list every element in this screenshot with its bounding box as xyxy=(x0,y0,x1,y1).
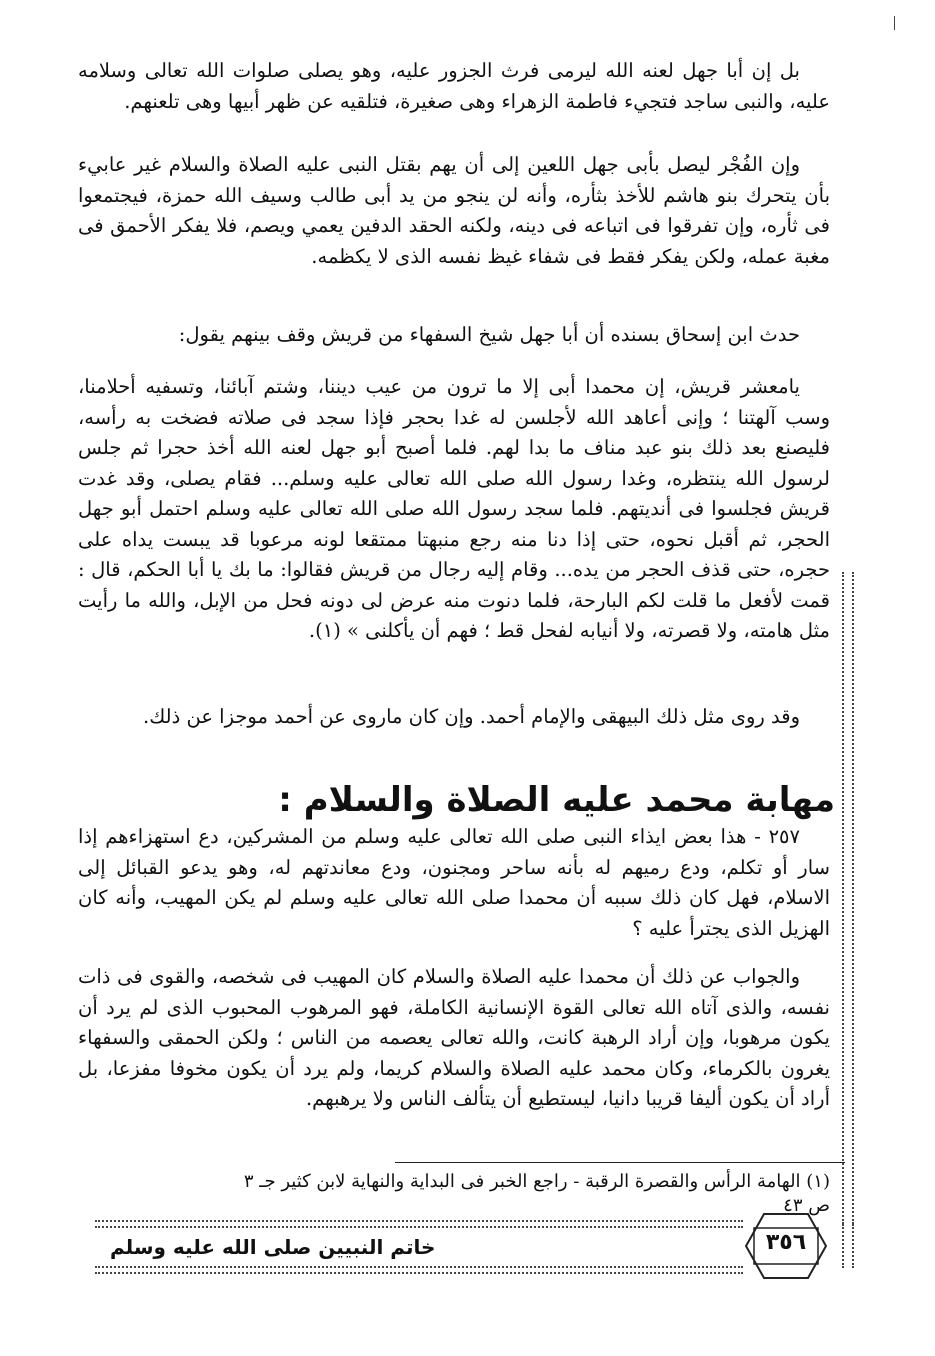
corner-mark xyxy=(894,16,895,30)
paragraph-7: والجواب عن ذلك أن محمدا عليه الصلاة والسلام كان المهيب فى شخصه، والقوى فى ذات نفسه، والذى آتاه الله تعالى القوة الإنسانية الكاملة، فهو المرهوب المحبوب الذى لم يرد أن يكون مرهوبا، وإن أراد الرهبة كانت، والله تعالى يعصمه من الناس ؛ ولكن الحمقى والسفهاء يغرون بالكرماء، وكان محمد عليه الصلاة والسلام كريما، ولم يرد أن يكون مخوفا مفزعا، بل أراد أن يكون أليفا قريبا دانيا، ليستطيع أن يتألف الناس ولا يرهبهم. xyxy=(78,965,830,1110)
footer-border-bottom xyxy=(95,1266,743,1274)
page-number-badge xyxy=(742,1208,830,1284)
paragraph-4: يامعشر قريش، إن محمدا أبى إلا ما ترون من عيب ديننا، وشتم آبائنا، وتسفيه أحلامنا، وسب آلهتنا ؛ وإنى أعاهد الله لأجلسن له غدا بحجر فإذا سجد فى صلاته فضخت به رأسه، فليصنع بعد ذلك بنو عبد مناف ما بدا لهم. فلما أصبح أبو جهل لعنه الله أخذ حجرا ثم جلس لرسول الله ينتظره، وغدا رسول الله صلى الله تعالى عليه وسلم... فقام يصلى، وقد غدت قريش فجلسوا فى أنديتهم. فلما سجد رسول الله صلى الله تعالى عليه وسلم احتمل أبو جهل الحجر، ثم أقبل نحوه، حتى إذا دنا منه رجع منبهتا ممتقعا لونه مرعوبا قد يبست يداه على حجره، حتى قذف الحجر من يده... وقام إليه رجال من قريش فقالوا: ما بك يا أبا الحكم، قال : قمت لأفعل ما قلت لكم البارحة، فلما دنوت منه عرض لى دونه فحل من الإبل، والله ما رأيت مثل هامته، ولا قصرته، ولا أنيابه لفحل قط ؛ فهم أن يأكلنى » (١). xyxy=(78,375,830,642)
footnote-rule xyxy=(395,1162,845,1163)
footnote: (١) الهامة الرأس والقصرة الرقبة - راجع الخبر فى البداية والنهاية لابن كثير جـ ٣ ص ٤٣ xyxy=(243,1171,830,1216)
book-title: خاتم النبيين صلى الله عليه وسلم xyxy=(110,1235,436,1259)
paragraph-2: وإن الفُجْر ليصل بأبى جهل اللعين إلى أن يهم بقتل النبى عليه الصلاة والسلام غير عابيء بأن يتحرك بنو هاشم للأخذ بثأره، وأنه لن ينجو من يد أبى طالب وسيف الله حمزة، فيجتمعوا فى ثأره، وإن تفرقوا فى اتباعه فى دينه، ولكنه الحقد الدفين يعمي ويصم، فلا يفكر الأحمق فى مغبة عمله، ولكن يفكر فقط فى شفاء غيظ نفسه الذى لا يكظمه. xyxy=(78,153,830,268)
footer-border-top xyxy=(95,1220,743,1228)
paragraph-5: وقد روى مثل ذلك البيهقى والإمام أحمد. وإن كان ماروى عن أحمد موجزا عن ذلك. xyxy=(143,705,800,728)
paragraph-3: حدث ابن إسحاق بسنده أن أبا جهل شيخ السفهاء من قريش وقف بينهم يقول: xyxy=(178,323,800,346)
section-heading: مهابة محمد عليه الصلاة والسلام : xyxy=(278,780,835,820)
side-border xyxy=(842,572,854,1224)
paragraph-1: بل إن أبا جهل لعنه الله ليرمى فرث الجزور عليه، وهو يصلى صلوات الله تعالى وسلامه عليه، والنبى ساجد فتجيء فاطمة الزهراء وهى صغيرة، فتلقيه عن ظهر أبيها وهى تلعنهم. xyxy=(78,59,830,113)
page-number: ٣٥٦ xyxy=(765,1230,807,1255)
side-border-link xyxy=(842,1224,854,1268)
paragraph-6: ٢٥٧ - هذا بعض ايذاء النبى صلى الله تعالى عليه وسلم من المشركين، دع استهزاءهم إذا سار أو تكلم، ودع رميهم له بأنه ساحر ومجنون، ودع معاندتهم له، وهو يدعو القبائل إلى الاسلام، فهل كان ذلك سببه أن محمدا صلى الله تعالى عليه وسلم لم يكن المهيب، وأنه كان الهزيل الذى يجترأ عليه ؟ xyxy=(78,825,830,940)
